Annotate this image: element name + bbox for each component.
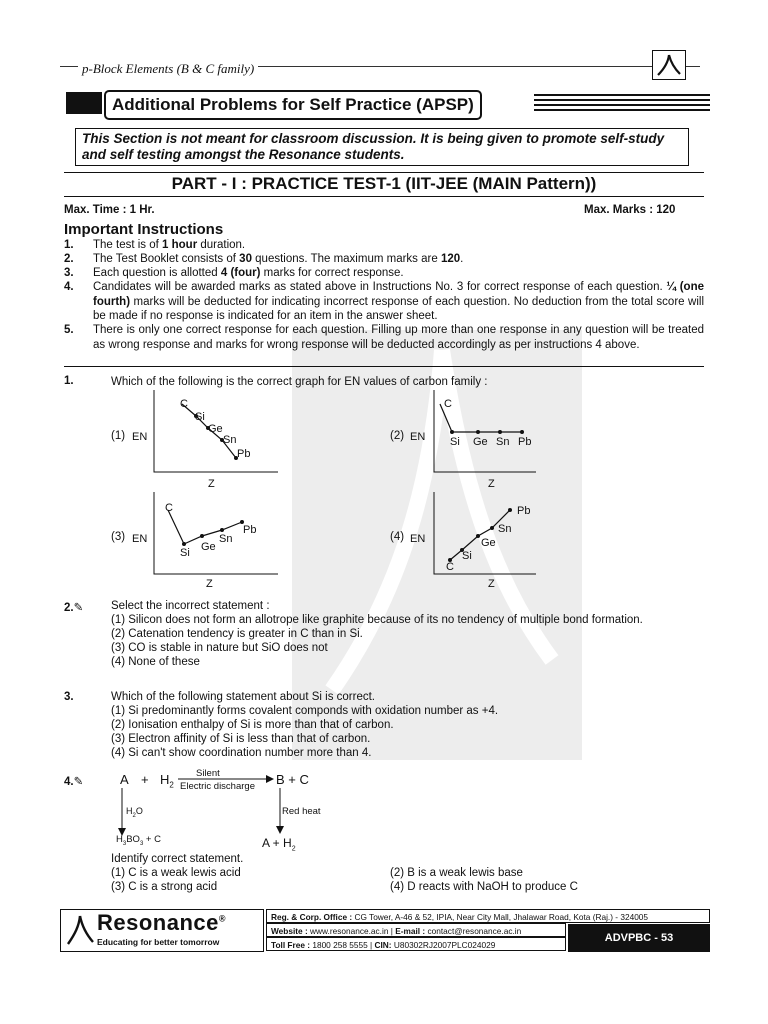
brand-tagline: Educating for better tomorrow <box>97 937 220 947</box>
y-axis-label: EN <box>132 533 148 545</box>
hydrogen: $H_2$ <box>160 772 174 790</box>
section-note: This Section is not meant for classroom discussion. It is being given to promote self-study and self testing amongst the Resonance students. <box>75 128 689 166</box>
option: (1) C is a weak lewis acid <box>111 867 241 879</box>
point-label: C <box>180 398 188 410</box>
heating-products: $A + H_2$ <box>262 836 296 853</box>
pencil-icon: ✎ <box>73 602 84 614</box>
test-title: PART - I : PRACTICE TEST-1 (IIT-JEE (MAIN Pattern)) <box>171 174 597 193</box>
question-number: 4.✎ <box>64 776 84 788</box>
section-bar-left <box>66 92 102 114</box>
x-axis-label: Z <box>208 478 215 490</box>
point-label: C <box>165 502 173 514</box>
option: (1) Si predominantly forms covalent componds with oxidation number as +4. <box>111 705 499 717</box>
instruction-item: 3. Each question is allotted 4 (four) marks for correct response. <box>64 267 404 279</box>
point-label: Si <box>180 547 190 559</box>
point-label: Si <box>462 550 472 562</box>
point-label: Pb <box>518 436 532 448</box>
graph-option-label: (4) <box>390 531 405 543</box>
section-bar-right <box>534 94 710 112</box>
question-text: Identify correct statement. <box>111 853 244 865</box>
question-block <box>111 599 703 669</box>
instruction-number: 2. <box>64 253 74 265</box>
option: (4) Si can't show coordination number more than 4. <box>111 747 372 759</box>
instruction-number: 4. <box>64 281 74 293</box>
down-arrow-icon <box>118 788 126 836</box>
question-number: 2.✎ <box>64 602 84 614</box>
chapter-title: p-Block Elements (B & C family) <box>78 61 258 77</box>
instruction-item: 1. The test is of 1 hour duration. <box>64 239 246 251</box>
option: (3) Electron affinity of Si is less than that of carbon. <box>111 733 371 745</box>
footer-address: Reg. & Corp. Office : CG Tower, A-46 & 52, IPIA, Near City Mall, Jhalawar Road, Kota (Raj.) - 324005 <box>266 909 710 923</box>
point-label: C <box>446 561 454 573</box>
graph-option-label: (1) <box>111 430 126 442</box>
brand-name: Resonance® <box>97 910 227 935</box>
y-axis-label: EN <box>132 431 148 443</box>
reactant-a: A <box>120 772 129 787</box>
option: (4) D reacts with NaOH to produce C <box>390 881 578 893</box>
instructions-heading: Important Instructions <box>64 221 224 238</box>
point-label: Sn <box>498 523 512 535</box>
question-number: 1. <box>64 375 74 387</box>
footer-logo <box>60 909 264 952</box>
y-axis-label: EN <box>410 533 426 545</box>
part-rule-top <box>64 172 704 173</box>
products: B + C <box>276 772 309 787</box>
question-block <box>111 690 703 760</box>
hydrolysis-reagent: $H_2O$ <box>126 806 143 819</box>
point-label: C <box>444 398 452 410</box>
max-marks: Max. Marks : 120 <box>584 204 676 216</box>
point-label: Ge <box>208 423 223 435</box>
option: (3) C is a strong acid <box>111 881 218 893</box>
point-label: Pb <box>517 505 531 517</box>
condition-bottom: Electric discharge <box>180 781 255 792</box>
question-text: Which of the following is the correct graph for EN values of carbon family : <box>111 376 488 388</box>
instructions-rule <box>64 366 704 367</box>
x-axis-label: Z <box>206 578 213 590</box>
point-label: Si <box>195 411 205 423</box>
x-axis-label: Z <box>488 578 495 590</box>
point-label: Sn <box>223 434 237 446</box>
option: (1) Silicon does not form an allotrope like graphite because of its no tendency of multiple bond formation. <box>111 614 643 626</box>
instruction-item: 5. There is only one correct response for each question. Filling up more than one response in any question will be treated as wrong response and marks for wrong response will be deducted accordingly as per instructions 4 above. <box>64 324 704 351</box>
graph-option-label: (3) <box>111 531 126 543</box>
max-time: Max. Time : 1 Hr. <box>64 204 155 216</box>
hydrolysis-products: $H_3BO_3 + C$ <box>116 834 161 847</box>
option: (4) None of these <box>111 656 200 668</box>
option: (2) B is a weak lewis base <box>390 867 523 879</box>
resonance-logo-icon <box>65 914 95 946</box>
point-label: Pb <box>237 448 251 460</box>
point-label: Pb <box>243 524 257 536</box>
condition-top: Silent <box>196 768 220 779</box>
option: (2) Ionisation enthalpy of Si is more than that of carbon. <box>111 719 394 731</box>
instruction-number: 5. <box>64 324 74 336</box>
pencil-icon: ✎ <box>73 776 84 788</box>
point-label: Sn <box>496 436 510 448</box>
question-text: Select the incorrect statement : <box>111 600 270 612</box>
x-axis-label: Z <box>488 478 495 490</box>
option: (3) CO is stable in nature but SiO does not <box>111 642 328 654</box>
heating-condition: Red heat <box>282 806 321 817</box>
point-label: Si <box>450 436 460 448</box>
point-label: Ge <box>201 541 216 553</box>
reaction-arrow-icon <box>178 775 274 783</box>
instruction-item: 2. The Test Booklet consists of 30 questions. The maximum marks are 120. <box>64 253 464 265</box>
instruction-item: 4. Candidates will be awarded marks as stated above in Instructions No. 3 for correct response of each question. ¼ (one fourth) marks will be deducted for indicating incorrect response of each question. No deduction from the total score will be made if no response is indicated for an item in the answer sheet. <box>64 281 704 322</box>
graph-option-label: (2) <box>390 430 405 442</box>
point-label: Ge <box>473 436 488 448</box>
footer-tollfree: Toll Free : 1800 258 5555 | CIN: U80302RJ2007PLC024029 <box>266 937 566 951</box>
question-text: Which of the following statement about Si is correct. <box>111 691 375 703</box>
point-label: Sn <box>219 533 233 545</box>
y-axis-label: EN <box>410 431 426 443</box>
question-number: 3. <box>64 691 74 703</box>
footer-web: Website : www.resonance.ac.in | E-mail : contact@resonance.ac.in <box>266 923 566 937</box>
instruction-number: 3. <box>64 267 74 279</box>
instruction-number: 1. <box>64 239 74 251</box>
option: (2) Catenation tendency is greater in C than in Si. <box>111 628 363 640</box>
point-label: Ge <box>481 537 496 549</box>
section-title: Additional Problems for Self Practice (APSP) <box>104 90 482 120</box>
part-rule-bottom <box>64 196 704 197</box>
plus-sign: + <box>141 772 149 787</box>
page-number-badge: ADVPBC - 53 <box>568 924 710 952</box>
resonance-logo-icon <box>652 50 686 80</box>
